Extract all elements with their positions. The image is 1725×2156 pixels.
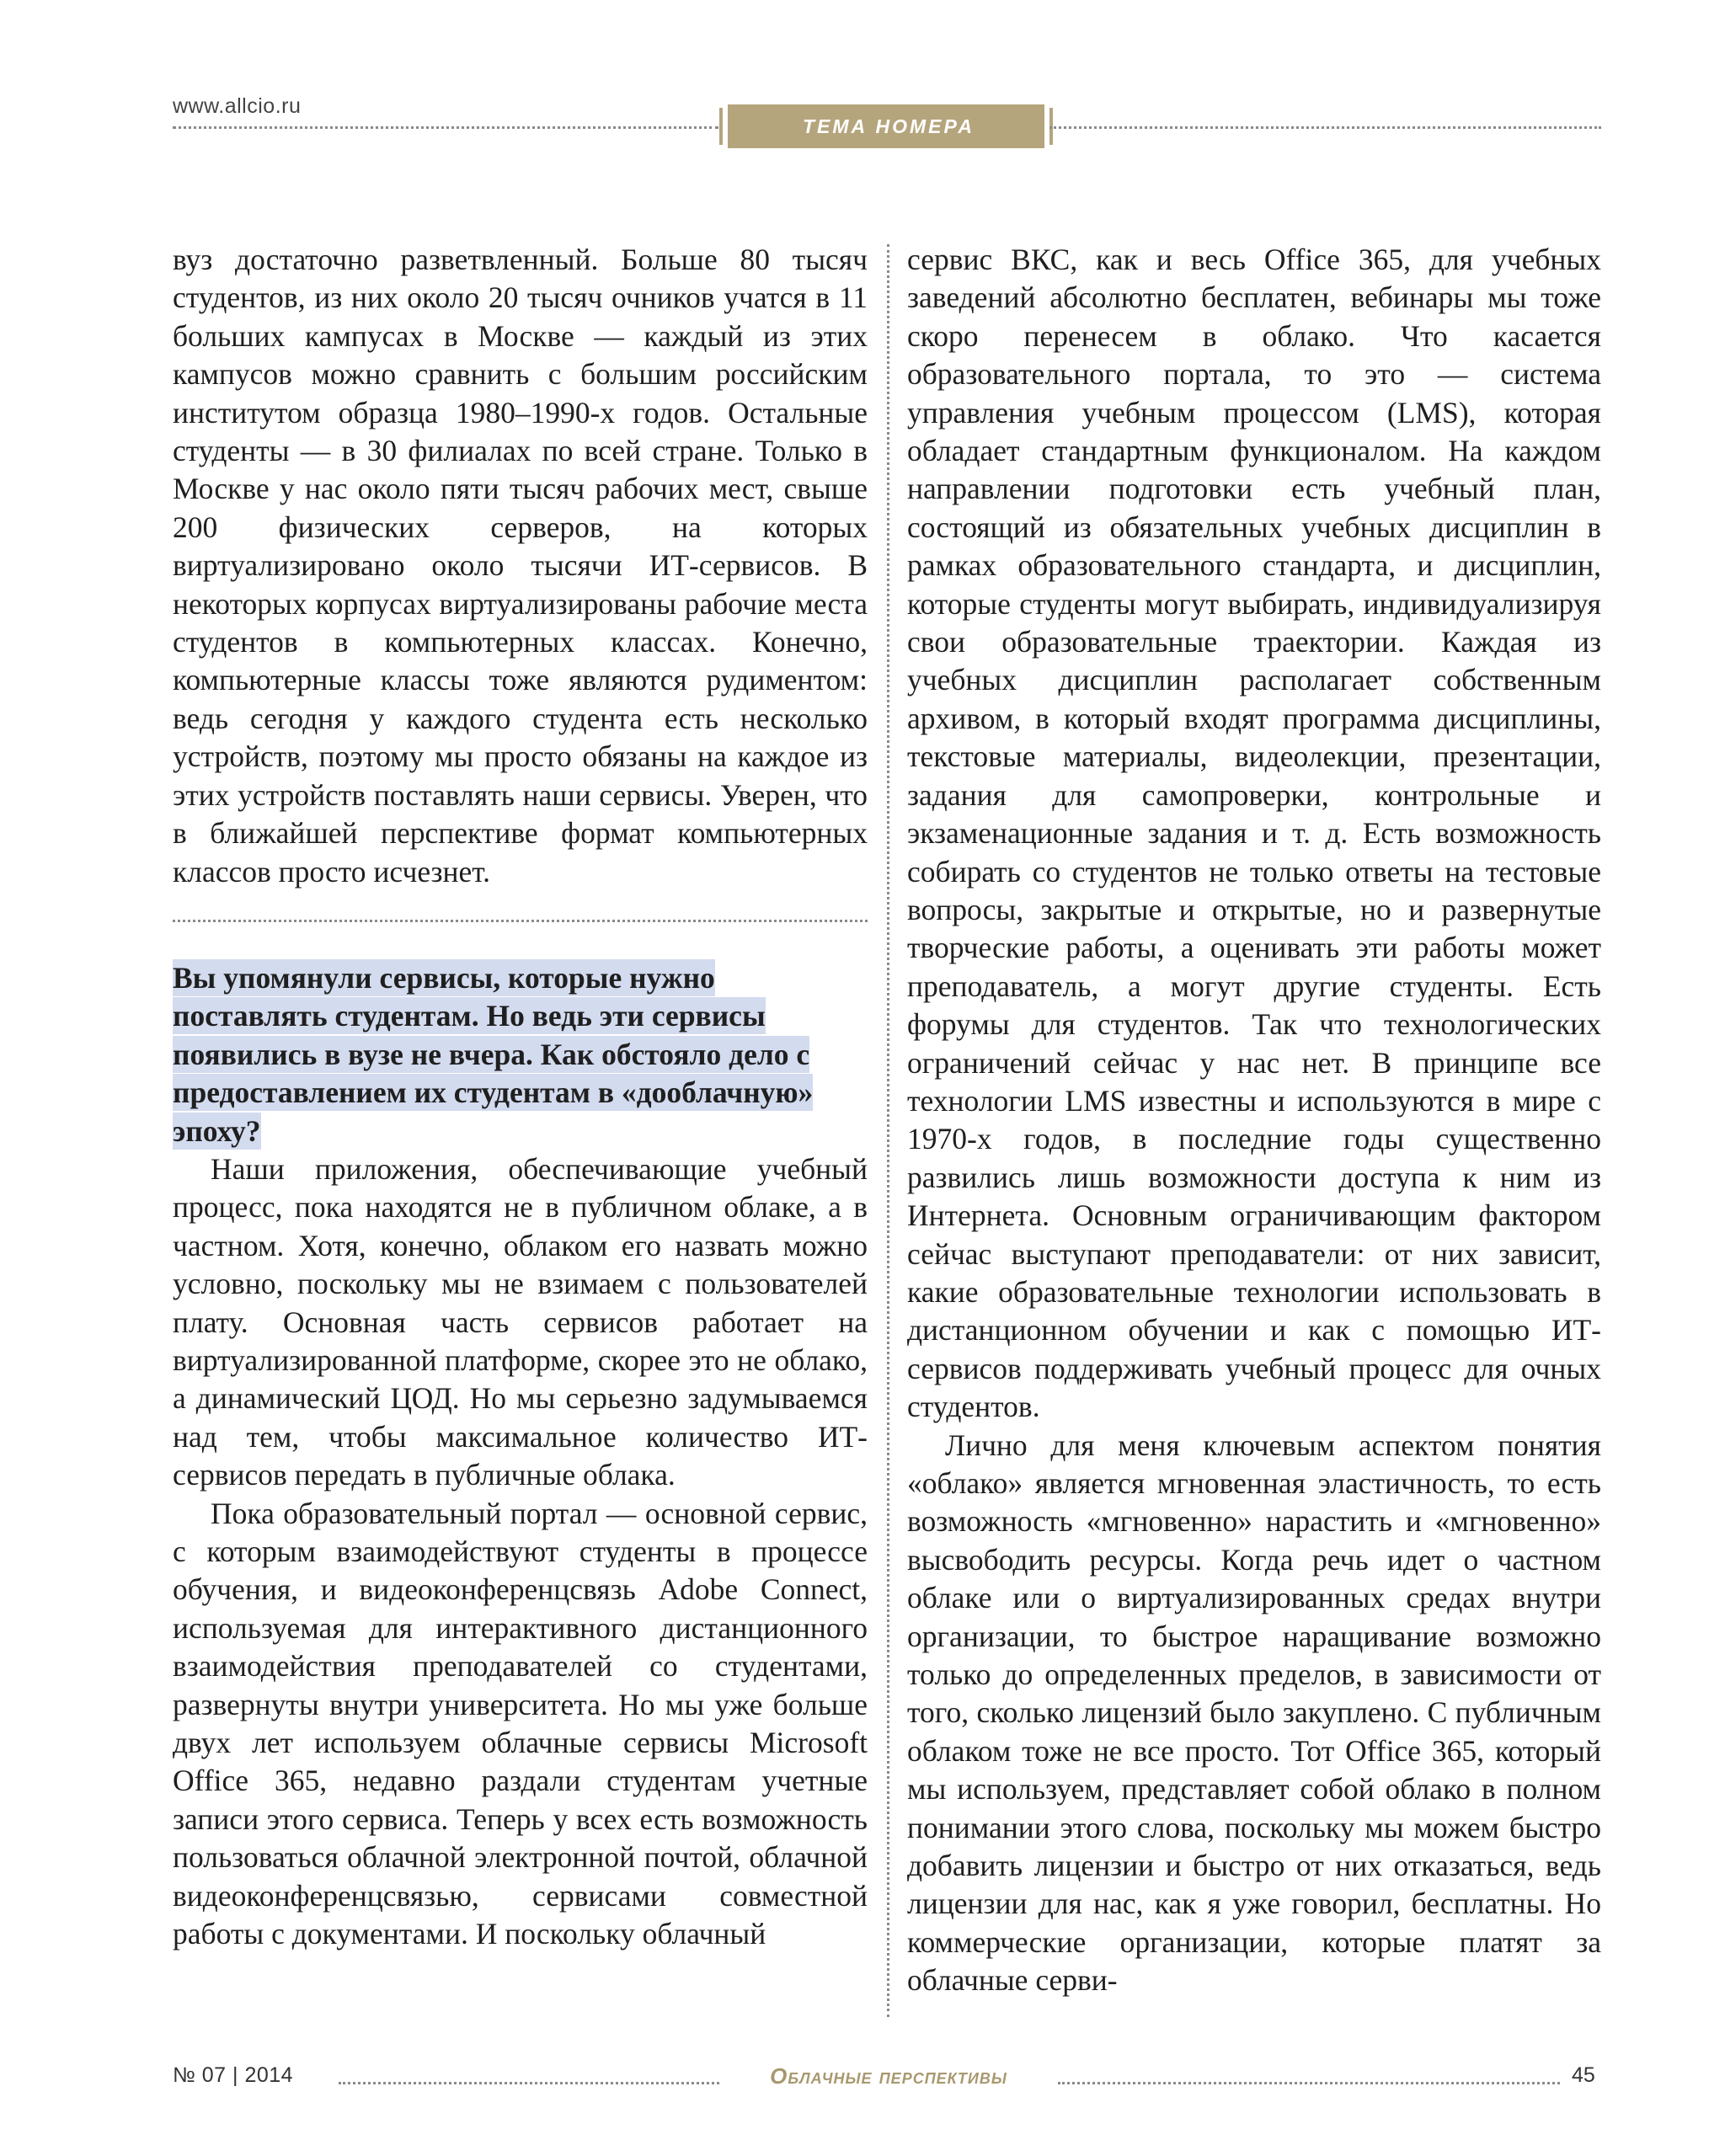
footer-issue: № 07 | 2014 — [173, 2063, 294, 2087]
right-column — [907, 241, 1601, 2018]
left-column — [173, 241, 868, 2018]
column-divider — [887, 244, 889, 2017]
rubric-label: ТЕМА НОМЕРА — [728, 104, 1044, 148]
right-paragraph-2: Лично для меня ключевым аспектом понятия «облако» является мгновенная эластичность, то есть возможность «мгновенно» нарастить и «мгновенно» высвободить ресурсы. Когда речь идет о частном облаке или о виртуализированных средах внутри организации, то быстрое наращивание возможно только до определенных пределов, в зависимости от того, сколько лицензий было закуплено. С публичным облаком тоже не все просто. Тот Office 365, который мы используем, представляет собой облако в полном понимании этого слова, поскольку мы можем быстро добавить лицензии и быстро от них отказаться, ведь лицензии для нас, как я уже говорил, бесплатны. Но коммерческие организации, которые платят за облачные серви- — [907, 1428, 1601, 1998]
left-paragraph-2: Наши приложения, обеспечивающие учебный процесс, пока находятся не в публичном облаке, а в частном. Хотя, конечно, облаком его назвать можно условно, поскольку мы не взимаем с пользователей плату. Основная часть сервисов работает на виртуализированной платформе, скорее это не облако, а динамический ЦОД. Но мы серьезно задумываемся над тем, чтобы максимальное количество ИТ-сервисов передать в публичные облака. — [173, 1151, 868, 1492]
right-paragraph-1: сервис ВКС, как и весь Office 365, для учебных заведений абсолютно бесплатен, вебинары мы тоже скоро перенесем в облако. Что касается образовательного портала, то это — система управления учебным процессом (LMS), которая обладает стандартным функционалом. На каждом направлении подготовки есть учебный план, состоящий из обязательных учебных дисциплин в рамках образовательного стандарта, и дисциплин, которые студенты могут выбирать, индивидуализируя свои образовательные траектории. Каждая из учебных дисциплин располагает собственным архивом, в который входят программа дисциплины, текстовые материалы, видеолекции, презентации, задания для самопроверки, контрольные и экзаменационные задания и т. д. Есть возможность собирать со студентов не только ответы на тестовые вопросы, закрытые и открытые, но и развернутые творческие работы, а оценивать эти работы может преподаватель, а могут другие студенты. Есть форумы для студентов. Так что технологических ограничений сейчас у нас нет. В принципе все технологии LMS известны и используются в мире с 1970-х годов, в последние годы существенно развились лишь возможности доступа к ним из Интернета. Основным ограничивающим фактором сейчас выступают преподаватели: от них зависит, какие образовательные технологии использовать в дистанционном обучении и как с помощью ИТ-сервисов поддерживать учебный процесс для очных студентов. — [907, 243, 1601, 1424]
left-paragraph-3: Пока образовательный портал — основной сервис, с которым взаимодействуют студенты в процессе обучения, и видеоконференцсвязь Adobe Connect, используемая для интерактивного дистанционного взаимодействия преподавателей со студентами, развернуты внутри университета. Но мы уже больше двух лет используем облачные сервисы Microsoft Office 365, недавно раздали студентам учетные записи этого сервиса. Теперь у всех есть возможность пользоваться облачной электронной почтой, облачной видеоконференцсвязью, сервисами совместной работы с документами. И поскольку облачный — [173, 1496, 868, 1951]
section-divider — [173, 920, 868, 922]
header-divider-right — [1049, 126, 1601, 129]
page-number: 45 — [1572, 2063, 1595, 2087]
question-highlight[interactable]: Вы упомянули сервисы, которые нужно поставлять студентам. Но ведь эти сервисы появились в вузе не вчера. Как обстояло дело с предоставлением их студентам в «дооблачную» эпоху? — [173, 960, 814, 1148]
left-paragraph-1: вуз достаточно разветвленный. Больше 80 тысяч студентов, из них около 20 тысяч очников учатся в 11 больших кампусах в Москве — каждый из этих кампусов можно сравнить с большим российским институтом образца 1980–1990-х годов. Остальные студенты — в 30 филиалах по всей стране. Только в Москве у нас около пяти тысяч рабочих мест, свыше 200 физических серверов, на которых виртуализировано около тысячи ИТ-сервисов. В некоторых корпусах виртуализированы рабочие места студентов в компьютерных классах. Конечно, компьютерные классы тоже являются рудиментом: ведь сегодня у каждого студента есть несколько устройств, поэтому мы просто обязаны на каждое из этих устройств поставлять наши сервисы. Уверен, что в ближайшей перспективе формат компьютерных классов просто исчезнет. — [173, 243, 868, 889]
footer-divider-left — [339, 2082, 719, 2084]
site-url: www.allcio.ru — [173, 94, 302, 118]
interview-question — [173, 959, 868, 1150]
footer-magazine-title: Облачные перспективы — [770, 2063, 1007, 2089]
header-divider-left — [173, 126, 718, 129]
footer-divider-right — [1058, 2082, 1560, 2084]
